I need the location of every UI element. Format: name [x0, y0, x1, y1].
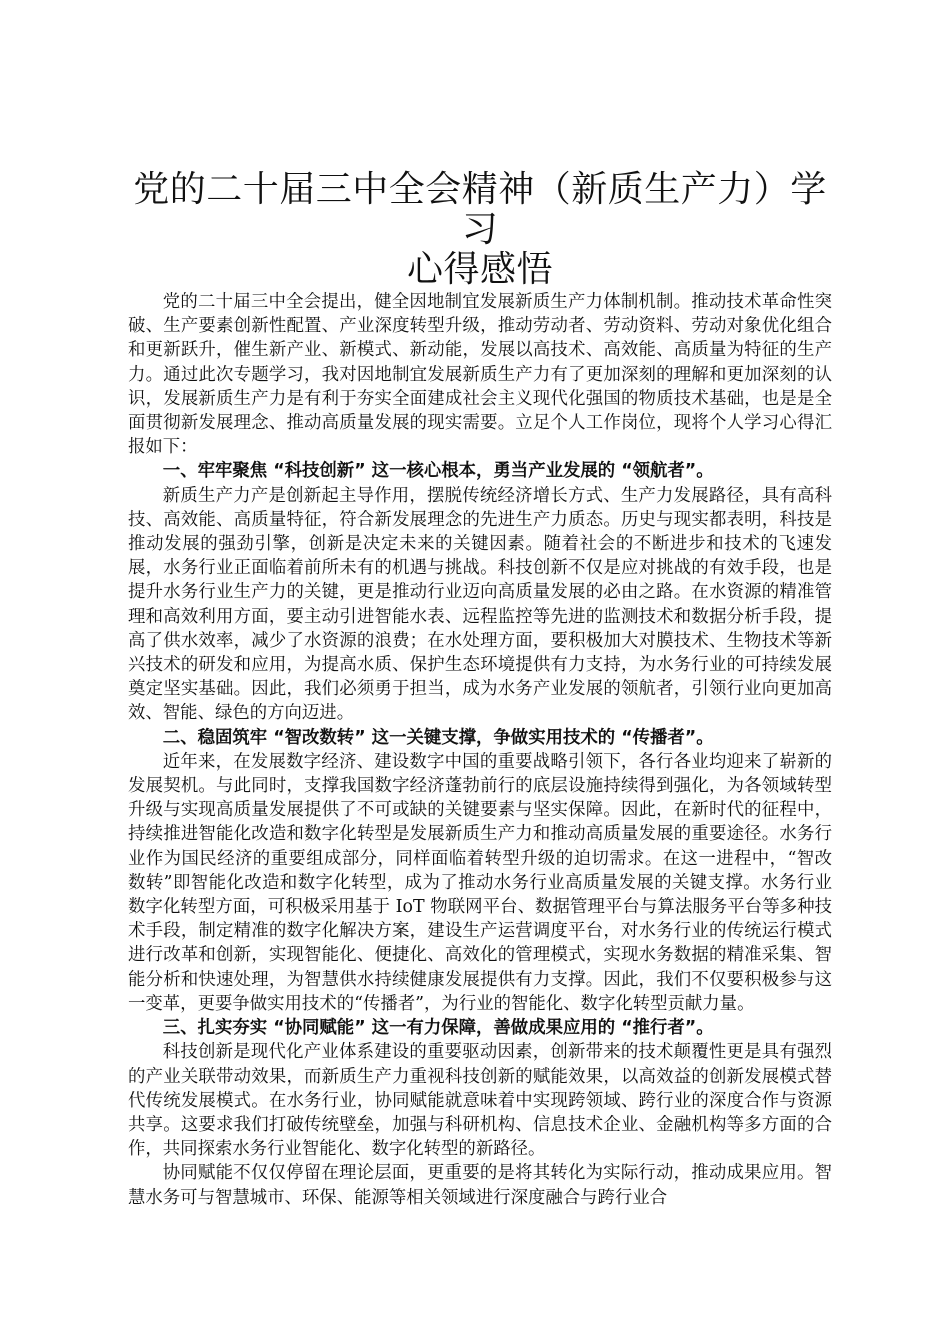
section-3-heading: 三、扎实夯实 “协同赋能” 这一有力保障，善做成果应用的 “推行者”。: [162, 1018, 714, 1039]
document-title: [128, 170, 832, 290]
document-title-line-2: 心得感悟: [406, 249, 553, 290]
document-page: [128, 170, 832, 1210]
section-3-body-continued: 协同赋能不仅仅停留在理论层面，更重要的是将其转化为实际行动，推动成果应用。智慧水务可与智慧城市、环保、能源等相关领域进行深度融合与跨行业合: [128, 1163, 832, 1208]
section-1-body: 新质生产力产是创新起主导作用，摆脱传统经济增长方式、生产力发展路径，具有高科技、高效能、高质量特征，符合新发展理念的先进生产力质态。历史与现实都表明，科技是推动发展的强劲引擎，创新是决定未来的关键因素。随着社会的不断进步和技术的飞速发展，水务行业正面临着前所未有的机遇与挑战。科技创新不仅是应对挑战的有效手段，也是提升水务行业生产力的关键，更是推动行业迈向高质量发展的必由之路。在水资源的精准管理和高效利用方面，要主动引进智能水表、远程监控等先进的监测技术和数据分析手段，提高了供水效率，减少了水资源的浪费；在水处理方面，要积极加大对膜技术、生物技术等新兴技术的研发和应用，为提高水质、保护生态环境提供有力支持，为水务行业的可持续发展奠定坚实基础。因此，我们必须勇于担当，成为水务产业发展的领航者，引领行业向更加高效、智能、绿色的方向迈进。: [128, 485, 832, 724]
document-title-line-1: 党的二十届三中全会精神（新质生产力）学习: [133, 169, 827, 250]
section-2-body: 近年来，在发展数字经济、建设数字中国的重要战略引领下，各行各业均迎来了崭新的发展契机。与此同时，支撑我国数字经济蓬勃前行的底层设施持续得到强化，为各领域转型升级与实现高质量发展提供了不可或缺的关键要素与坚实保障。因此，在新时代的征程中，持续推进智能化改造和数字化转型是发展新质生产力和推动高质量发展的重要途径。水务行业作为国民经济的重要组成部分，同样面临着转型升级的迫切需求。在这一进程中，“智改数转”即智能化改造和数字化转型，成为了推动水务行业高质量发展的关键支撑。水务行业数字化转型方面，可积极采用基于 IoT 物联网平台、数据管理平台与算法服务平台等多种技术手段，制定精准的数字化解决方案，建设生产运营调度平台，对水务行业的传统运行模式进行改革和创新，实现智能化、便捷化、高效化的管理模式，实现水务数据的精准采集、智能分析和快速处理，为智慧供水持续健康发展提供有力支撑。因此，我们不仅要积极参与这一变革，更要争做实用技术的“传播者”，为行业的智能化、数字化转型贡献力量。: [128, 751, 832, 1014]
intro-paragraph: 党的二十届三中全会提出，健全因地制宜发展新质生产力体制机制。推动技术革命性突破、生产要素创新性配置、产业深度转型升级，推动劳动者、劳动资料、劳动对象优化组合和更新跃升，催生新产业、新模式、新动能，发展以高技术、高效能、高质量为特征的生产力。通过此次专题学习，我对因地制宜发展新质生产力有了更加深刻的理解和更加深刻的认识，发展新质生产力是有利于夯实全面建成社会主义现代化强国的物质技术基础，也是是全面贯彻新发展理念、推动高质量发展的现实需要。立足个人工作岗位，现将个人学习心得汇报如下：: [128, 292, 832, 458]
section-1-heading: 一、牢牢聚焦 “科技创新” 这一核心根本，勇当产业发展的 “领航者”。: [162, 461, 714, 482]
section-3-body: 科技创新是现代化产业体系建设的重要驱动因素，创新带来的技术颠覆性更是具有强烈的产业关联带动效果，而新质生产力重视科技创新的赋能效果，以高效益的创新发展模式替代传统发展模式。在水务行业，协同赋能就意味着中实现跨领域、跨行业的深度合作与资源共享。这要求我们打破传统壁垒，加强与科研机构、信息技术企业、金融机构等多方面的合作，共同探索水务行业智能化、数字化转型的新路径。: [128, 1042, 832, 1160]
section-2-heading: 二、稳固筑牢 “智改数转” 这一关键支撑，争做实用技术的 “传播者”。: [162, 727, 714, 748]
